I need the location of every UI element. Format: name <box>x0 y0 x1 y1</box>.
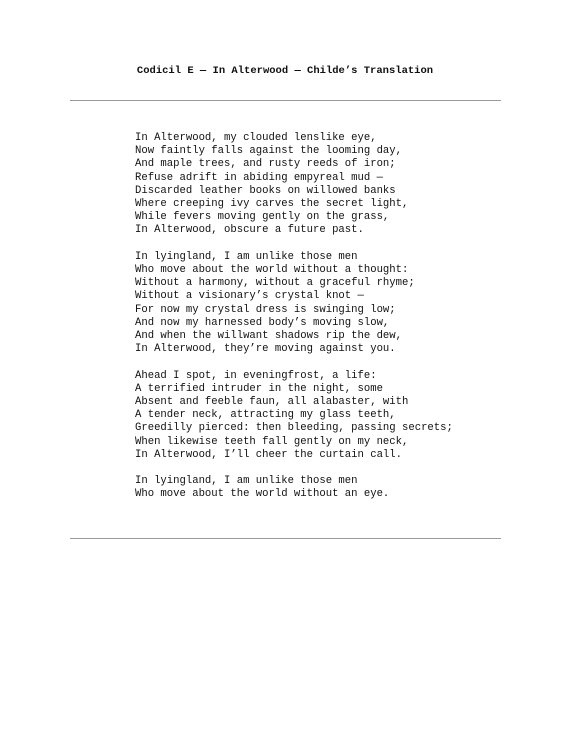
stanza-2 <box>135 251 515 357</box>
poem-line: Refuse adrift in abiding empyreal mud — <box>135 171 383 184</box>
poem-line: Now faintly falls against the looming day, <box>135 145 403 158</box>
poem-line: Ahead I spot, in eveningfrost, a life: <box>135 369 377 382</box>
poem-line: While fevers moving gently on the grass, <box>135 211 390 224</box>
poem-line: For now my crystal dress is swinging low; <box>135 303 396 316</box>
poem-line: A tender neck, attracting my glass teeth, <box>135 409 396 422</box>
stanza-1 <box>135 132 515 238</box>
poem-line: Who move about the world without an eye. <box>135 488 390 501</box>
poem-line: Absent and feeble faun, all alabaster, with <box>135 396 409 409</box>
poem-line: Without a visionary’s crystal knot — <box>135 290 364 303</box>
poem-line: In Alterwood, they’re moving against you. <box>135 343 396 356</box>
bottom-divider <box>70 538 501 539</box>
poem-line: And maple trees, and rusty reeds of iron; <box>135 158 396 171</box>
poem-body <box>135 132 515 515</box>
stanza-4 <box>135 475 515 501</box>
poem-line: In Alterwood, my clouded lenslike eye, <box>135 132 377 144</box>
poem-line: In Alterwood, obscure a future past. <box>135 224 364 237</box>
stanza-3 <box>135 370 515 462</box>
poem-line: In Alterwood, I’ll cheer the curtain call. <box>135 448 403 461</box>
poem-line: And when the willwant shadows rip the dew, <box>135 330 403 343</box>
poem-line: When likewise teeth fall gently on my neck, <box>135 435 409 448</box>
poem-line: A terrified intruder in the night, some <box>135 382 383 395</box>
poem-line: Where creeping ivy carves the secret light, <box>135 198 409 211</box>
poem-line: In lyingland, I am unlike those men <box>135 250 358 263</box>
top-divider <box>70 100 501 101</box>
poem-line: Greedilly pierced: then bleeding, passing secrets; <box>135 422 453 435</box>
poem-line: In lyingland, I am unlike those men <box>135 475 358 488</box>
poem-line: And now my harnessed body’s moving slow, <box>135 316 390 329</box>
poem-line: Without a harmony, without a graceful rhyme; <box>135 277 415 290</box>
poem-line: Who move about the world without a thought: <box>135 264 409 277</box>
poem-line: Discarded leather books on willowed banks <box>135 184 396 197</box>
document-title: Codicil E — In Alterwood — Childe’s Translation <box>136 65 434 77</box>
